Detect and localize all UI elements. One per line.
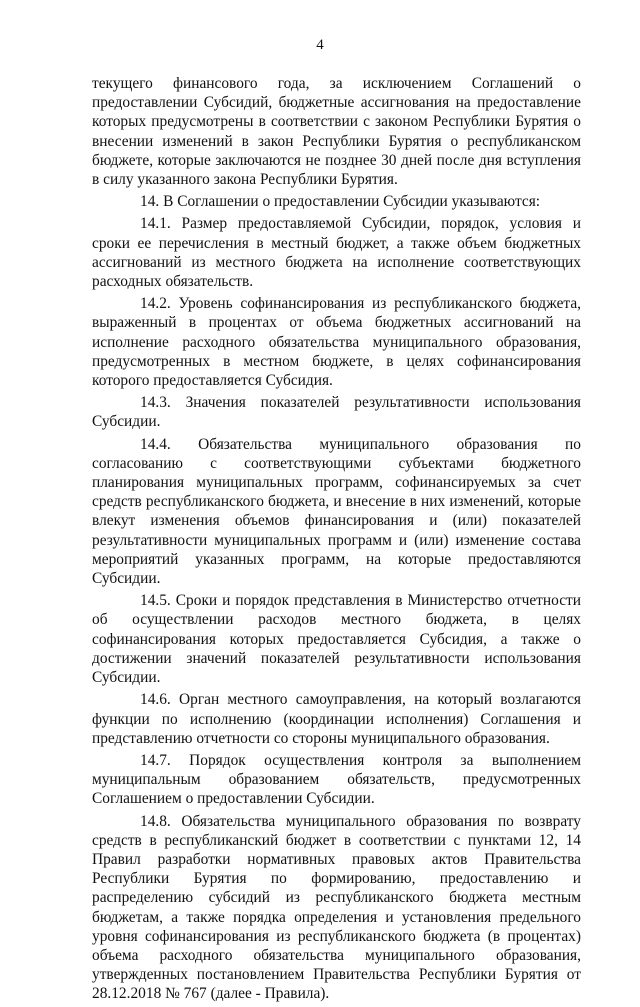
paragraph-14-2: 14.2. Уровень софинансирования из республиканского бюджета, выраженный в процентах от объема бюджетных ассигнований на исполнение расходного обязательства муниципального образования, предусмотренных в местном бюджете, в целях софинансирования которого предоставляется Субсидия. (92, 295, 581, 390)
paragraph-14: 14. В Соглашении о предоставлении Субсидии указываются: (140, 193, 541, 211)
paragraph-14-6: 14.6. Орган местного самоуправления, на который возлагаются функции по исполнению (координации исполнения) Соглашения и представлению отчетности со стороны муниципального образования. (92, 691, 581, 747)
paragraph-14-7: 14.7. Порядок осуществления контроля за выполнением муниципальным образованием обязательств, предусмотренных Соглашением о предоставлении Субсидии. (92, 751, 581, 808)
document-body (92, 74, 581, 1007)
paragraph-14-4: 14.4. Обязательства муниципального образования по согласованию с соответствующими субъектами бюджетного планирования муниципальных программ, софинансируемых за счет средств республиканского бюджета, и внесение в них изменений, которые влекут изменения объемов финансирования и (или) показателей результативности муниципальных программ и (или) изменение состава мероприятий указанных программ, на которые предоставляются Субсидии. (92, 435, 581, 588)
paragraph-14-5: 14.5. Сроки и порядок представления в Министерство отчетности об осуществлении расходов местного бюджета, в целях софинансирования которых предоставляется Субсидия, а также о достижении значений показателей результативности использования Субсидии. (92, 592, 581, 687)
paragraph-14-3: 14.3. Значения показателей результативности использования Субсидии. (92, 394, 581, 431)
page-number: 4 (316, 37, 324, 53)
paragraph-continuation: текущего финансового года, за исключением Соглашений о предоставлении Субсидий, бюджетные ассигнования на предоставление которых предусмотрены в соответствии с законом Республики Бурятия о внесении изменений в закон Республики Бурятия о республиканском бюджете, которые заключаются не позднее 30 дней после дня вступления в силу указанного закона Республики Бурятия. (92, 75, 581, 189)
paragraph-14-8: 14.8. Обязательства муниципального образования по возврату средств в республиканский бюджет в соответствии с пунктами 12, 14 Правил разработки нормативных правовых актов Правительства Республики Бурятия по формированию, предоставлению и распределению субсидий из республиканского бюджета местным бюджетам, а также порядка определения и установления предельного уровня софинансирования из республиканского бюджета (в процентах) объема расходного обязательства муниципального образования, утвержденных постановлением Правительства Республики Бурятия от 28.12.2018 № 767 (далее - Правила). (92, 812, 581, 1003)
paragraph-14-1: 14.1. Размер предоставляемой Субсидии, порядок, условия и сроки ее перечисления в местный бюджет, а также объем бюджетных ассигнований из местного бюджета на исполнение соответствующих расходных обязательств. (92, 215, 581, 291)
